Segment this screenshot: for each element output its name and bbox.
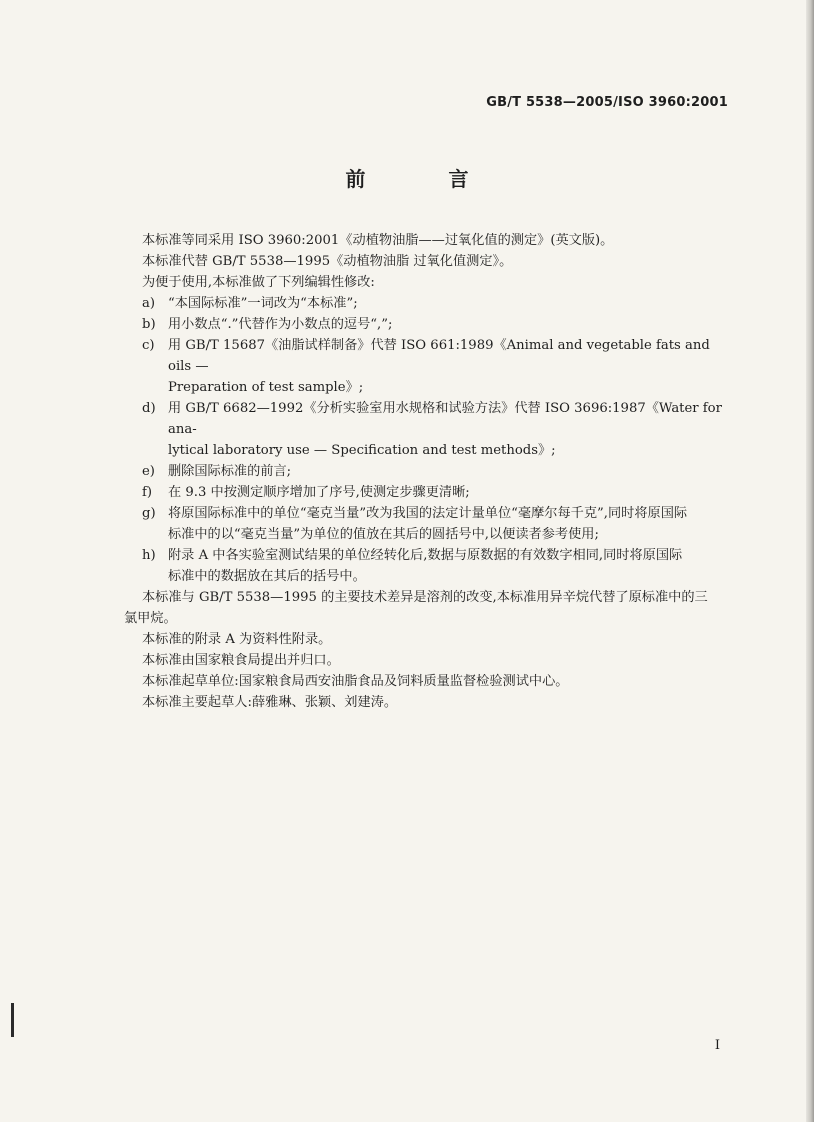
list-marker: f) — [142, 485, 153, 500]
list-item — [142, 545, 734, 587]
list-marker: e) — [142, 464, 155, 479]
list-item-text: 标准中的以“毫克当量”为单位的值放在其后的圆括号中,以便读者参考使用; — [168, 527, 599, 542]
list-item-text: 附录 A 中各实验室测试结果的单位经转化后,数据与原数据的有效数字相同,同时将原国际 — [168, 548, 683, 563]
diff-paragraph: 氯甲烷。 — [124, 611, 177, 626]
list-item-text: “本国际标准”一词改为“本标准”; — [168, 296, 358, 311]
list-item — [142, 503, 734, 545]
closing-paragraph: 本标准主要起草人:薛雅琳、张颖、刘建涛。 — [142, 695, 398, 710]
list-item — [142, 293, 734, 314]
margin-mark — [11, 1003, 14, 1037]
list-item-text: 将原国际标准中的单位“毫克当量”改为我国的法定计量单位“毫摩尔每千克”,同时将原国际 — [168, 506, 688, 521]
list-item — [142, 335, 734, 398]
diff-paragraph: 本标准与 GB/T 5538—1995 的主要技术差异是溶剂的改变,本标准用异辛烷代替了原标准中的三 — [142, 590, 708, 605]
list-item-text: 用 GB/T 6682—1992《分析实验室用水规格和试验方法》代替 ISO 3696:1987《Water for ana- — [168, 401, 722, 437]
foreword-body — [124, 230, 734, 713]
list-item-text: 在 9.3 中按测定顺序增加了序号,使测定步骤更清晰; — [168, 485, 470, 500]
page-number: I — [714, 1038, 720, 1053]
standard-code: GB/T 5538—2005/ISO 3960:2001 — [486, 95, 728, 110]
page-title: 前 言 — [345, 167, 507, 191]
list-marker: a) — [142, 296, 156, 311]
list-item-text: 用小数点“.”代替作为小数点的逗号“,”; — [168, 317, 393, 332]
closing-paragraph: 本标准的附录 A 为资料性附录。 — [142, 632, 332, 647]
closing-paragraph: 本标准起草单位:国家粮食局西安油脂食品及饲料质量监督检验测试中心。 — [142, 674, 569, 689]
list-marker: d) — [142, 401, 156, 416]
list-item-text: Preparation of test sample》; — [168, 380, 364, 395]
list-item-text: 标准中的数据放在其后的括号中。 — [168, 569, 366, 584]
list-item-text: lytical laboratory use — Specification and test methods》; — [168, 443, 556, 458]
closing-paragraph: 本标准由国家粮食局提出并归口。 — [142, 653, 340, 668]
intro-paragraph: 本标准等同采用 ISO 3960:2001《动植物油脂——过氧化值的测定》(英文版)。 — [142, 233, 614, 248]
list-marker: g) — [142, 506, 156, 521]
list-item — [142, 398, 734, 461]
list-item-text: 删除国际标准的前言; — [168, 464, 292, 479]
list-marker: h) — [142, 548, 156, 563]
list-marker: c) — [142, 338, 155, 353]
list-item-text: 用 GB/T 15687《油脂试样制备》代替 ISO 661:1989《Animal and vegetable fats and oils — — [168, 338, 710, 374]
list-marker: b) — [142, 317, 156, 332]
list-item — [142, 482, 734, 503]
intro-paragraph: 为便于使用,本标准做了下列编辑性修改: — [142, 275, 375, 290]
list-item — [142, 461, 734, 482]
list-item — [142, 314, 734, 335]
intro-paragraph: 本标准代替 GB/T 5538—1995《动植物油脂 过氧化值测定》。 — [142, 254, 513, 269]
